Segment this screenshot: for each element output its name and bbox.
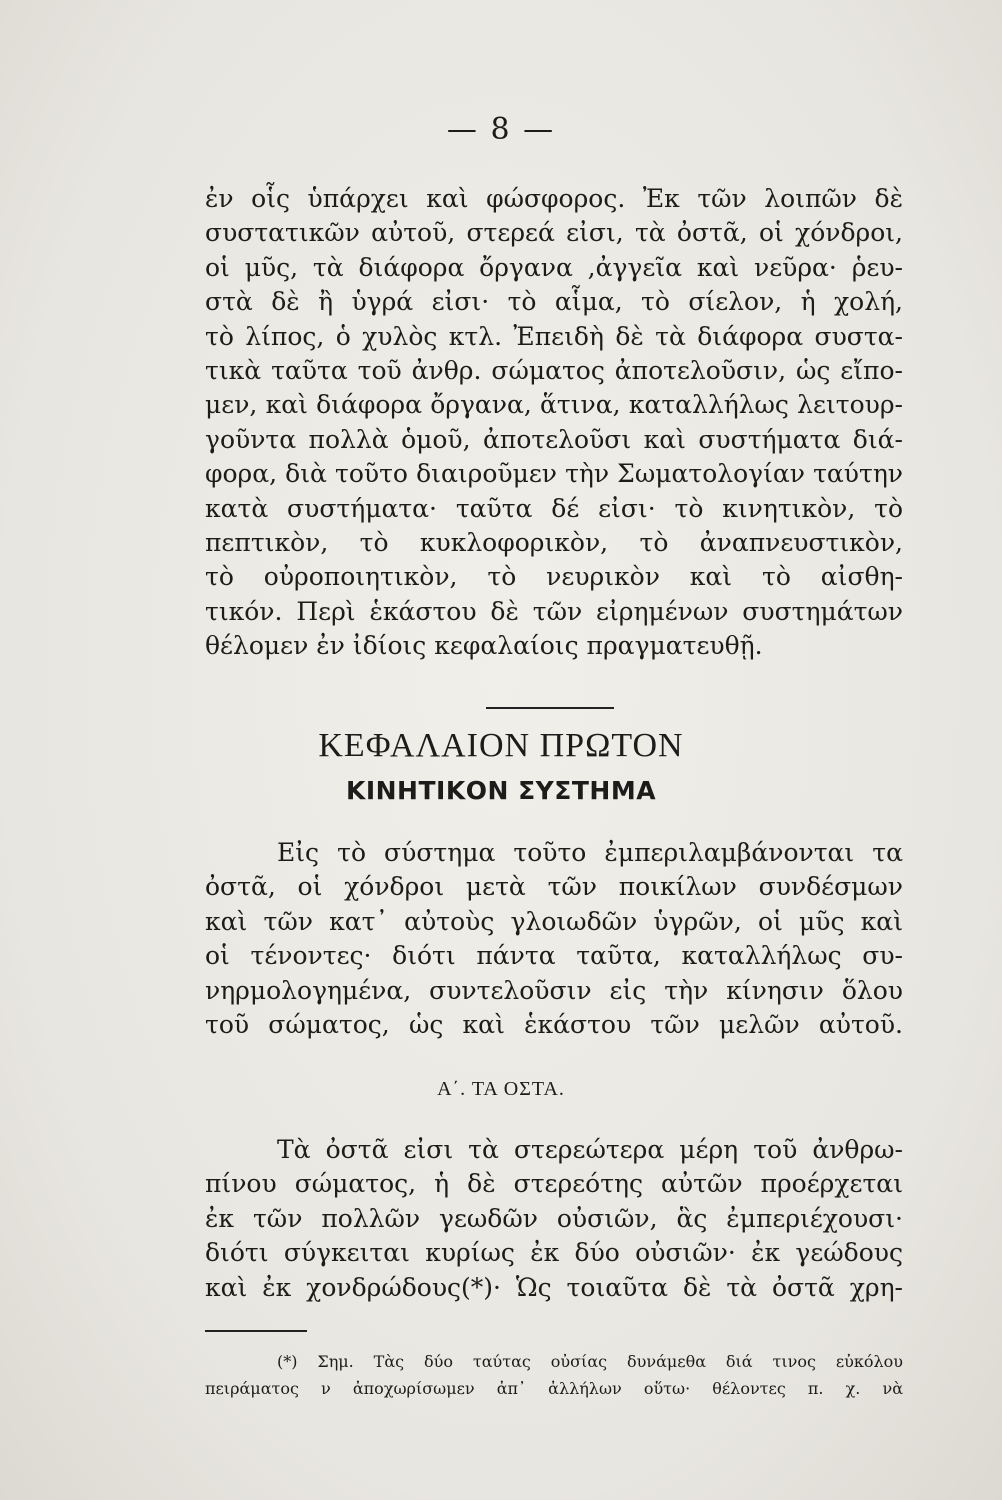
page-number: — 8 — [446, 112, 556, 147]
chapter-divider [486, 707, 614, 709]
text-line: νηρμολογημένα, συντελοῦσιν εἰς τὴν κίνησιν ὅλου [205, 975, 903, 1005]
text-line: μεν, καὶ διάφορα ὄργανα, ἅτινα, καταλλήλως λειτουρ- [205, 390, 903, 420]
footnote-divider [205, 1330, 307, 1332]
text-line: φορα, διὰ τοῦτο διαιροῦμεν τὴν Σωματολογίαν ταύτην [205, 459, 903, 489]
text-line: Εἰς τὸ σύστημα τοῦτο ἐμπεριλαμβάνονται τα [277, 838, 903, 867]
text-line: γοῦντα πολλὰ ὁμοῦ, ἀποτελοῦσι καὶ συστήματα διά- [205, 424, 903, 454]
text-line: ἐκ τῶν πολλῶν γεωδῶν οὐσιῶν, ἃς ἐμπεριέχουσι· [205, 1203, 903, 1233]
text-line: ὀστᾶ, οἱ χόνδροι μετὰ τῶν ποικίλων συνδέσμων [205, 872, 903, 902]
text-line: κατὰ συστήματα· ταῦτα δέ εἰσι· τὸ κινητικὸν, τὸ [205, 493, 903, 523]
section-heading: Α΄. ΤΑ ΟΣΤΑ. [437, 1078, 565, 1100]
text-line: τικόν. Περὶ ἑκάστου δὲ τῶν εἰρημένων συστημάτων [205, 596, 903, 626]
paragraph-bones [205, 1133, 903, 1305]
footnote-line: πειράματος ν ἀποχωρίσωμεν ἀπ᾽ ἀλλήλων οὕτω· θέλοντες π. χ. νὰ [205, 1379, 903, 1398]
text-line: πίνου σώματος, ἡ δὲ στερεότης αὐτῶν προέρχεται [205, 1169, 903, 1199]
chapter-subtitle: ΚΙΝΗΤΙΚΟΝ ΣΥΣΤΗΜΑ [345, 776, 657, 805]
text-line: οἱ μῦς, τὰ διάφορα ὄργανα ,ἀγγεῖα καὶ νεῦρα· ῥευ- [205, 252, 903, 282]
text-line: τὸ οὐροποιητικὸν, τὸ νευρικὸν καὶ τὸ αἰσθη- [205, 562, 903, 592]
footnote-line: (*) Σημ. Τὰς δύο ταύτας οὐσίας δυνάμεθα διά τινος εὐκόλου [277, 1352, 903, 1371]
text-line: τὸ λίπος, ὁ χυλὸς κτλ. Ἐπειδὴ δὲ τὰ διάφορα συστα- [205, 321, 903, 351]
text-line: διότι σύγκειται κυρίως ἐκ δύο οὐσιῶν· ἐκ γεώδους [205, 1238, 903, 1268]
text-line: Τὰ ὀστᾶ εἰσι τὰ στερεώτερα μέρη τοῦ ἀνθρω- [277, 1135, 903, 1164]
text-line: καὶ τῶν κατ᾽ αὐτοὺς γλοιωδῶν ὑγρῶν, οἱ μῦς καὶ [205, 906, 903, 936]
text-line: θέλομεν ἐν ἰδίοις κεφαλαίοις πραγματευθῇ. [205, 631, 763, 661]
text-line: καὶ ἐκ χονδρώδους(*)· Ὡς τοιαῦτα δὲ τὰ ὀστᾶ χρη- [205, 1272, 903, 1302]
footnote [205, 1348, 903, 1402]
text-line: στὰ δὲ ἢ ὑγρά εἰσι· τὸ αἷμα, τὸ σίελον, ἡ χολή, [205, 287, 903, 317]
text-line: τοῦ σώματος, ὡς καὶ ἑκάστου τῶν μελῶν αὐτοῦ. [205, 1010, 903, 1040]
text-line: ἐν οἷς ὑπάρχει καὶ φώσφορος. Ἐκ τῶν λοιπῶν δὲ [205, 184, 903, 213]
text-line: οἱ τένοντες· διότι πάντα ταῦτα, καταλλήλως συ- [205, 941, 903, 971]
chapter-title: ΚΕΦΑΛΑΙΟΝ ΠΡΩΤΟΝ [318, 727, 684, 764]
text-line: συστατικῶν αὐτοῦ, στερεά εἰσι, τὰ ὀστᾶ, οἱ χόνδροι, [205, 218, 903, 248]
paragraph-intro [205, 182, 903, 664]
paragraph-chapter-intro [205, 836, 903, 1042]
text-line: πεπτικὸν, τὸ κυκλοφορικὸν, τὸ ἀναπνευστικὸν, [205, 528, 903, 558]
text-line: τικὰ ταῦτα τοῦ ἀνθρ. σώματος ἀποτελοῦσιν, ὡς εἴπο- [205, 356, 903, 386]
